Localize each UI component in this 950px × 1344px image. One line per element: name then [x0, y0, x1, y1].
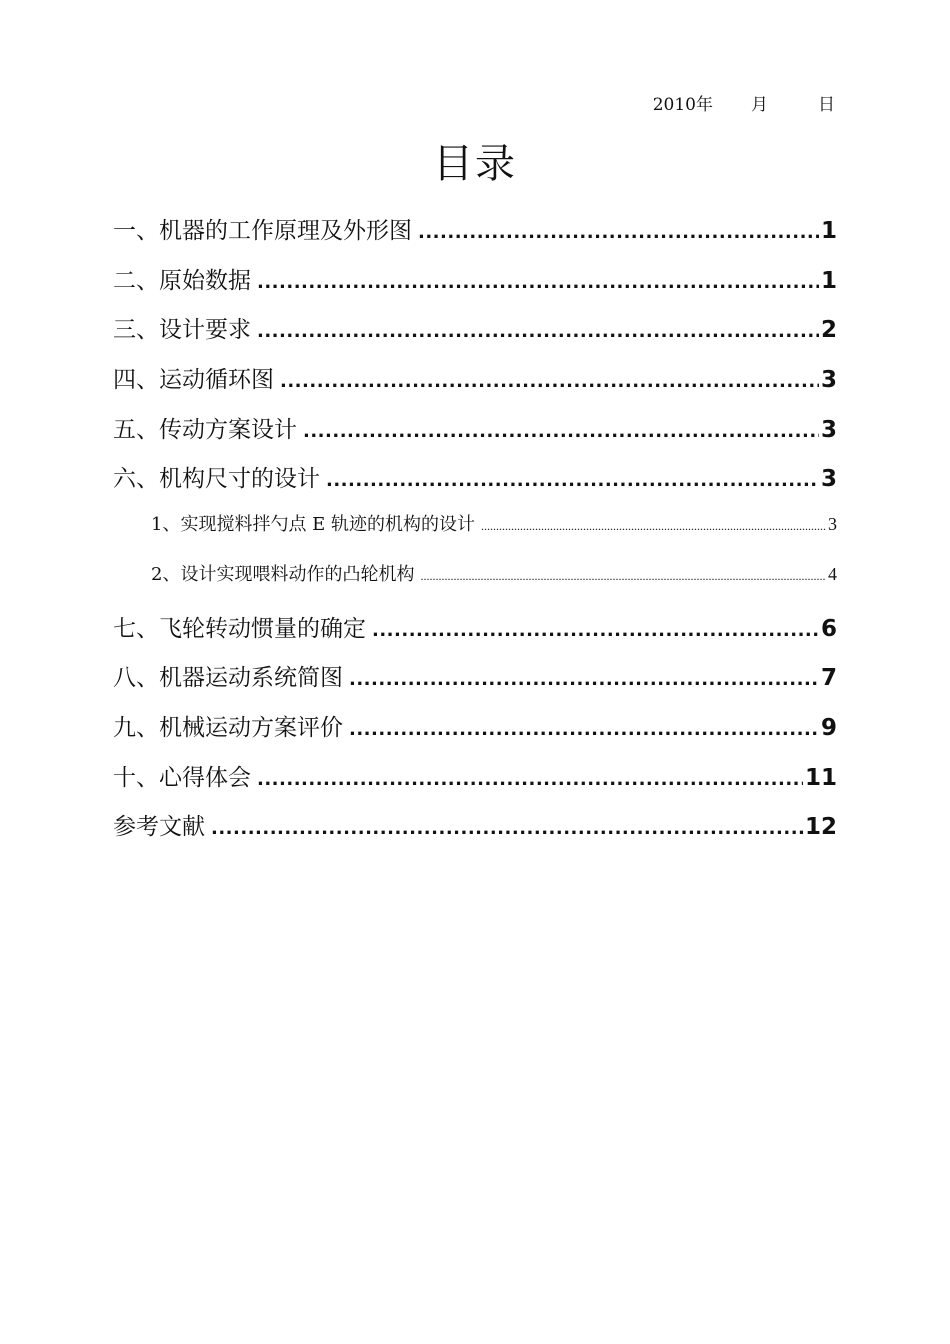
toc-leader-dots — [257, 321, 819, 342]
table-of-contents — [113, 212, 837, 858]
page-title: 目录 — [433, 141, 517, 187]
toc-page-number: 3 — [820, 416, 837, 443]
date-day: 日 — [818, 95, 835, 115]
toc-entry-label: 六、机构尺寸的设计 — [113, 466, 320, 493]
toc-entry-label: 三、设计要求 — [113, 317, 251, 344]
toc-leader-dots — [418, 222, 819, 243]
toc-leader-dots — [257, 272, 819, 293]
toc-entry[interactable] — [113, 610, 837, 660]
toc-page-number: 6 — [820, 615, 837, 642]
toc-leader-dots — [481, 519, 826, 534]
toc-page-number: 12 — [804, 814, 837, 841]
toc-leader-dots — [420, 569, 826, 584]
toc-subentry[interactable] — [113, 510, 837, 560]
toc-entry[interactable] — [113, 361, 837, 411]
toc-entry[interactable] — [113, 808, 837, 858]
toc-entry-label: 十、心得体会 — [113, 764, 251, 791]
date-month: 月 — [751, 95, 768, 115]
toc-entry[interactable] — [113, 411, 837, 461]
toc-page-number: 4 — [828, 563, 837, 584]
toc-leader-dots — [303, 421, 819, 442]
toc-entry-label: 五、传动方案设计 — [113, 416, 297, 443]
toc-entry[interactable] — [113, 709, 837, 759]
toc-leader-dots — [349, 719, 819, 740]
toc-entry[interactable] — [113, 311, 837, 361]
toc-entry[interactable] — [113, 460, 837, 510]
toc-entry-label: 九、机械运动方案评价 — [113, 714, 343, 741]
toc-entry-label: 八、机器运动系统简图 — [113, 665, 343, 692]
toc-page-number: 3 — [828, 514, 837, 535]
toc-leader-dots — [211, 818, 803, 839]
toc-entry[interactable] — [113, 659, 837, 709]
toc-page-number: 3 — [820, 466, 837, 493]
toc-entry[interactable] — [113, 759, 837, 809]
toc-entry[interactable] — [113, 262, 837, 312]
date-line — [653, 90, 835, 115]
toc-page-number: 3 — [820, 367, 837, 394]
toc-entry[interactable] — [113, 212, 837, 262]
toc-page-number: 2 — [820, 317, 837, 344]
toc-page-number: 9 — [820, 714, 837, 741]
toc-page-number: 1 — [820, 267, 837, 294]
toc-entry-label: 四、运动循环图 — [113, 367, 274, 394]
toc-leader-dots — [326, 470, 819, 491]
toc-entry-label: 2、设计实现喂料动作的凸轮机构 — [151, 563, 415, 585]
toc-leader-dots — [372, 620, 819, 641]
toc-entry-label: 一、机器的工作原理及外形图 — [113, 218, 412, 244]
toc-entry-label: 参考文献 — [113, 814, 205, 841]
toc-page-number: 1 — [820, 218, 837, 244]
toc-leader-dots — [280, 371, 819, 392]
toc-entry-label: 二、原始数据 — [113, 267, 251, 294]
toc-page-number: 11 — [804, 764, 837, 791]
toc-leader-dots — [349, 669, 819, 690]
toc-entry-label: 1、实现搅料拌勺点 E 轨迹的机构的设计 — [151, 514, 476, 536]
toc-page-number: 7 — [820, 665, 837, 692]
toc-entry-label: 七、飞轮转动惯量的确定 — [113, 615, 366, 642]
toc-leader-dots — [257, 769, 803, 790]
toc-subentry[interactable] — [113, 560, 837, 610]
date-year: 2010年 — [652, 95, 713, 115]
